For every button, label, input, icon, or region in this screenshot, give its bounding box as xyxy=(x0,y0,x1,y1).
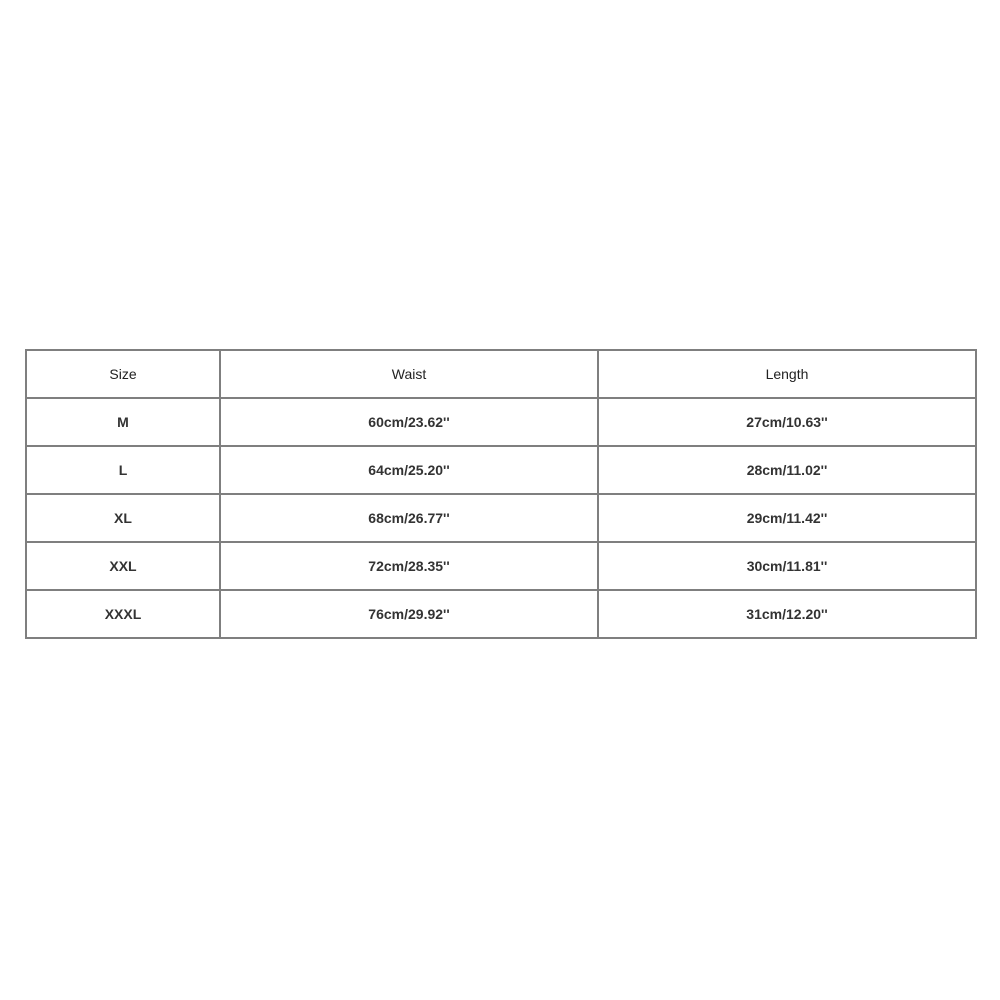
cell-waist: 76cm/29.92'' xyxy=(220,590,598,638)
cell-waist: 64cm/25.20'' xyxy=(220,446,598,494)
table-row xyxy=(26,590,976,638)
cell-size: M xyxy=(26,398,220,446)
cell-size: XL xyxy=(26,494,220,542)
table-row xyxy=(26,494,976,542)
cell-length: 31cm/12.20'' xyxy=(598,590,976,638)
size-chart-body xyxy=(26,398,976,638)
cell-size: XXL xyxy=(26,542,220,590)
cell-length: 30cm/11.81'' xyxy=(598,542,976,590)
cell-waist: 72cm/28.35'' xyxy=(220,542,598,590)
cell-size: L xyxy=(26,446,220,494)
header-length: Length xyxy=(598,350,976,398)
header-size: Size xyxy=(26,350,220,398)
cell-length: 28cm/11.02'' xyxy=(598,446,976,494)
header-row xyxy=(26,350,976,398)
size-chart-table xyxy=(25,349,977,639)
header-waist: Waist xyxy=(220,350,598,398)
cell-size: XXXL xyxy=(26,590,220,638)
table-row xyxy=(26,446,976,494)
cell-length: 27cm/10.63'' xyxy=(598,398,976,446)
cell-waist: 68cm/26.77'' xyxy=(220,494,598,542)
table-row xyxy=(26,542,976,590)
table-row xyxy=(26,398,976,446)
cell-length: 29cm/11.42'' xyxy=(598,494,976,542)
size-chart-header xyxy=(26,350,976,398)
cell-waist: 60cm/23.62'' xyxy=(220,398,598,446)
